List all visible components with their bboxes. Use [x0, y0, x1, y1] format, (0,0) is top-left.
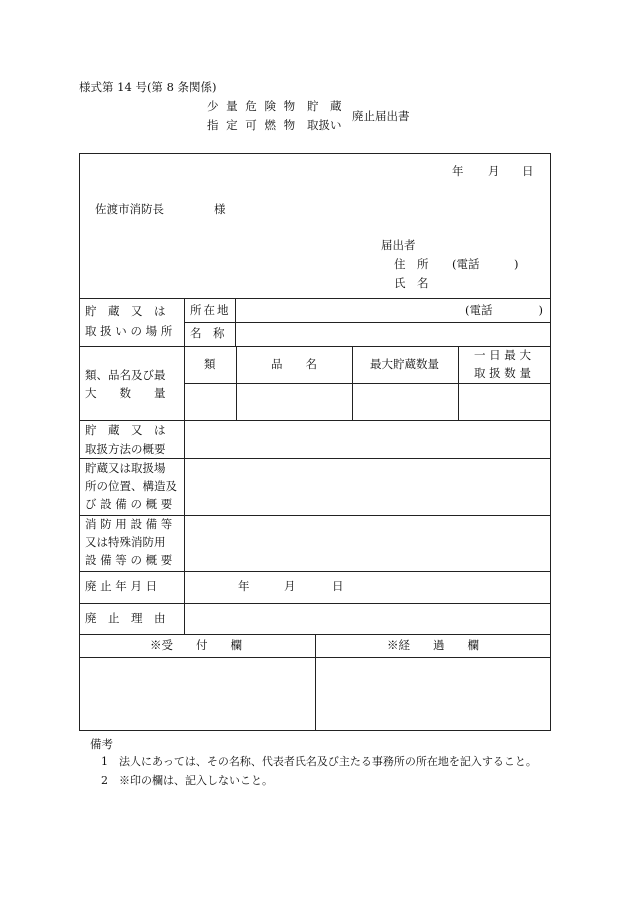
reason-label: 廃 止 理 由 — [85, 611, 166, 625]
divider — [184, 322, 551, 323]
honorific: 様 — [214, 202, 226, 216]
reception-column-header: ※受 付 欄 — [150, 638, 242, 652]
method-label-line1: 貯 蔵 又 は — [85, 423, 166, 437]
applicant-name-label: 氏 名 — [394, 276, 429, 290]
location-label-line1: 貯 蔵 又 は — [85, 304, 166, 318]
divider — [79, 603, 551, 604]
divider — [315, 634, 316, 731]
location-address-label: 所在地 — [190, 303, 231, 317]
fire-equipment-label-line2: 又は特殊消防用 — [85, 535, 166, 549]
divider — [458, 346, 459, 420]
location-phone-label: (電話 ) — [465, 303, 543, 317]
abolish-day-label: 日 — [332, 579, 344, 593]
divider — [235, 298, 236, 346]
location-name-label: 名 称 — [190, 326, 225, 340]
notes-heading: 備考 — [90, 737, 113, 751]
applicant-phone-label: (電話 ) — [452, 257, 519, 271]
date-month-label: 月 — [488, 164, 500, 178]
abolish-month-label: 月 — [284, 579, 296, 593]
form-number: 様式第 14 号(第 8 条関係) — [79, 80, 217, 94]
applicant-address-label: 住 所 — [394, 257, 429, 271]
date-year-label: 年 — [452, 164, 464, 178]
note-1: 1 法人にあっては、その名称、代表者氏名及び主たる事務所の所在地を記入すること。 — [101, 755, 537, 768]
divider — [79, 298, 551, 299]
divider — [79, 571, 551, 572]
col-max-storage-header: 最大貯蔵数量 — [370, 357, 439, 371]
category-label-line1: 類、品名及び最 — [85, 368, 166, 382]
divider — [79, 420, 551, 421]
progress-column-header: ※経 過 欄 — [387, 638, 479, 652]
category-label-line2: 大 数 量 — [85, 386, 166, 400]
divider — [79, 458, 551, 459]
divider — [184, 298, 185, 634]
abolish-date-label: 廃 止 年 月 日 — [85, 579, 158, 593]
col-item-header: 品 名 — [271, 357, 317, 371]
fire-equipment-label-line1: 消 防 用 設 備 等 — [85, 517, 173, 531]
divider — [184, 383, 551, 384]
abolish-year-label: 年 — [238, 579, 250, 593]
location-label-line2: 取 扱 い の 場 所 — [85, 324, 173, 338]
addressee: 佐渡市消防長 — [95, 202, 164, 216]
applicant-label: 届出者 — [381, 238, 416, 252]
col-class-header: 類 — [204, 357, 216, 371]
document-title: 廃止届出書 — [352, 109, 410, 123]
method-label-line2: 取扱方法の概要 — [85, 442, 166, 456]
title-line2-b: 取扱い — [307, 118, 342, 132]
divider — [236, 346, 237, 420]
note-2: 2 ※印の欄は、記入しないこと。 — [101, 774, 273, 787]
title-line2-a: 指 定 可 燃 物 — [207, 118, 298, 132]
title-line1-a: 少 量 危 険 物 — [207, 99, 298, 113]
facility-label-line1: 貯蔵又は取扱場 — [85, 461, 166, 475]
divider — [79, 515, 551, 516]
col-daily-header-line1: 一 日 最 大 — [474, 348, 531, 362]
facility-label-line2: 所の位置、構造及 — [85, 479, 177, 493]
fire-equipment-label-line3: 設 備 等 の 概 要 — [85, 553, 173, 567]
title-line1-b: 貯 蔵 — [307, 99, 342, 113]
divider — [79, 346, 551, 347]
col-daily-header-line2: 取 扱 数 量 — [474, 366, 531, 380]
divider — [352, 346, 353, 420]
date-day-label: 日 — [522, 164, 534, 178]
facility-label-line3: び 設 備 の 概 要 — [85, 497, 173, 511]
